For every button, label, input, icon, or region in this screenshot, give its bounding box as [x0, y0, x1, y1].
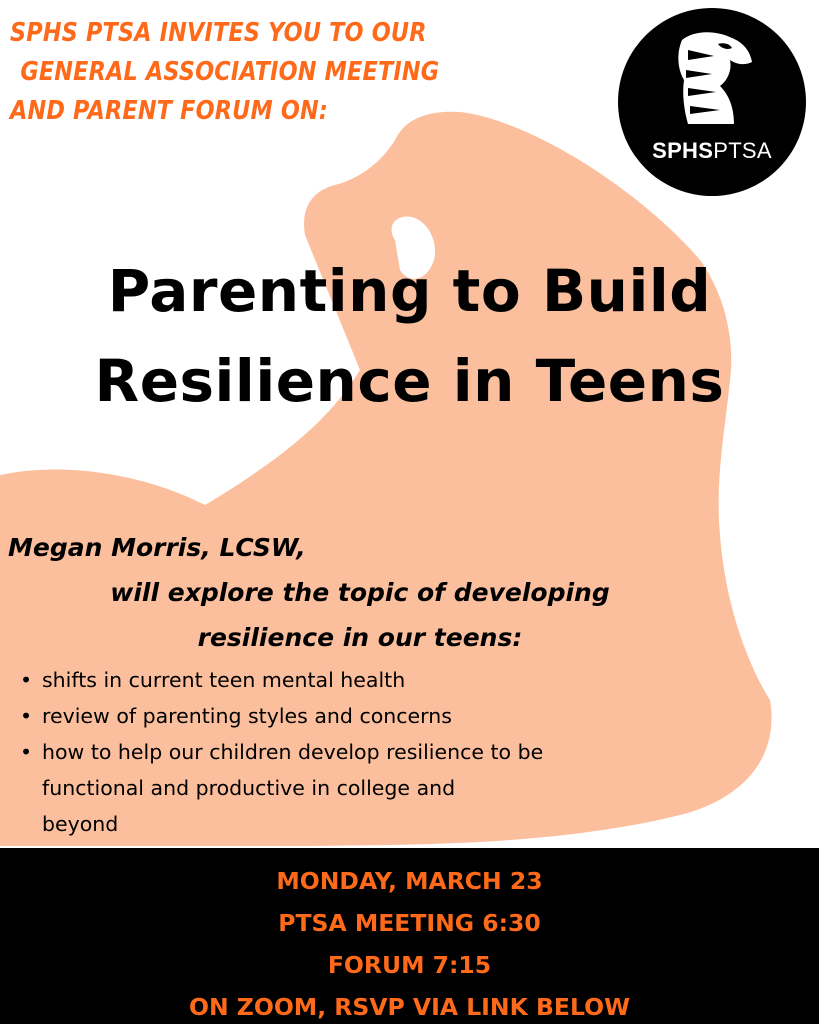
- topic-line: resilience in our teens:: [197, 623, 523, 652]
- invitation-line: AND PARENT FORUM ON:: [10, 96, 329, 126]
- forum-time: FORUM 7:15: [327, 951, 492, 979]
- bullet-line: beyond: [42, 812, 119, 836]
- bullet-line: • shifts in current teen mental health: [42, 668, 406, 692]
- bullet-item: [20, 662, 543, 698]
- speaker-name: Megan Morris, LCSW,: [8, 533, 306, 562]
- bullet-item: [20, 698, 543, 734]
- invitation-line: GENERAL ASSOCIATION MEETING: [20, 57, 440, 87]
- topic-description: [0, 570, 720, 660]
- zoom-rsvp-info: ON ZOOM, RSVP VIA LINK BELOW: [188, 993, 630, 1021]
- logo-light-text: PTSA: [713, 138, 772, 163]
- title-line: Resilience in Teens: [94, 347, 725, 415]
- event-date: MONDAY, MARCH 23: [276, 867, 543, 895]
- tiger-icon: [674, 30, 754, 130]
- event-details-footer: [0, 848, 819, 1024]
- meeting-time: PTSA MEETING 6:30: [278, 909, 541, 937]
- bullet-line: • review of parenting styles and concerns: [42, 704, 452, 728]
- bullet-line: functional and productive in college and: [42, 776, 456, 800]
- invitation-line: SPHS PTSA INVITES YOU TO OUR: [10, 18, 427, 48]
- topic-bullet-list: [20, 662, 543, 842]
- bullet-item: [20, 734, 543, 842]
- logo-text: [618, 138, 806, 164]
- bullet-line: • how to help our children develop resilience to be: [42, 740, 544, 764]
- logo-bold-text: SPHS: [652, 138, 714, 163]
- invitation-heading: [10, 14, 439, 131]
- sphs-ptsa-logo: [618, 8, 806, 196]
- topic-line: will explore the topic of developing: [110, 578, 610, 607]
- event-title: [0, 246, 819, 426]
- title-line: Parenting to Build: [107, 257, 712, 325]
